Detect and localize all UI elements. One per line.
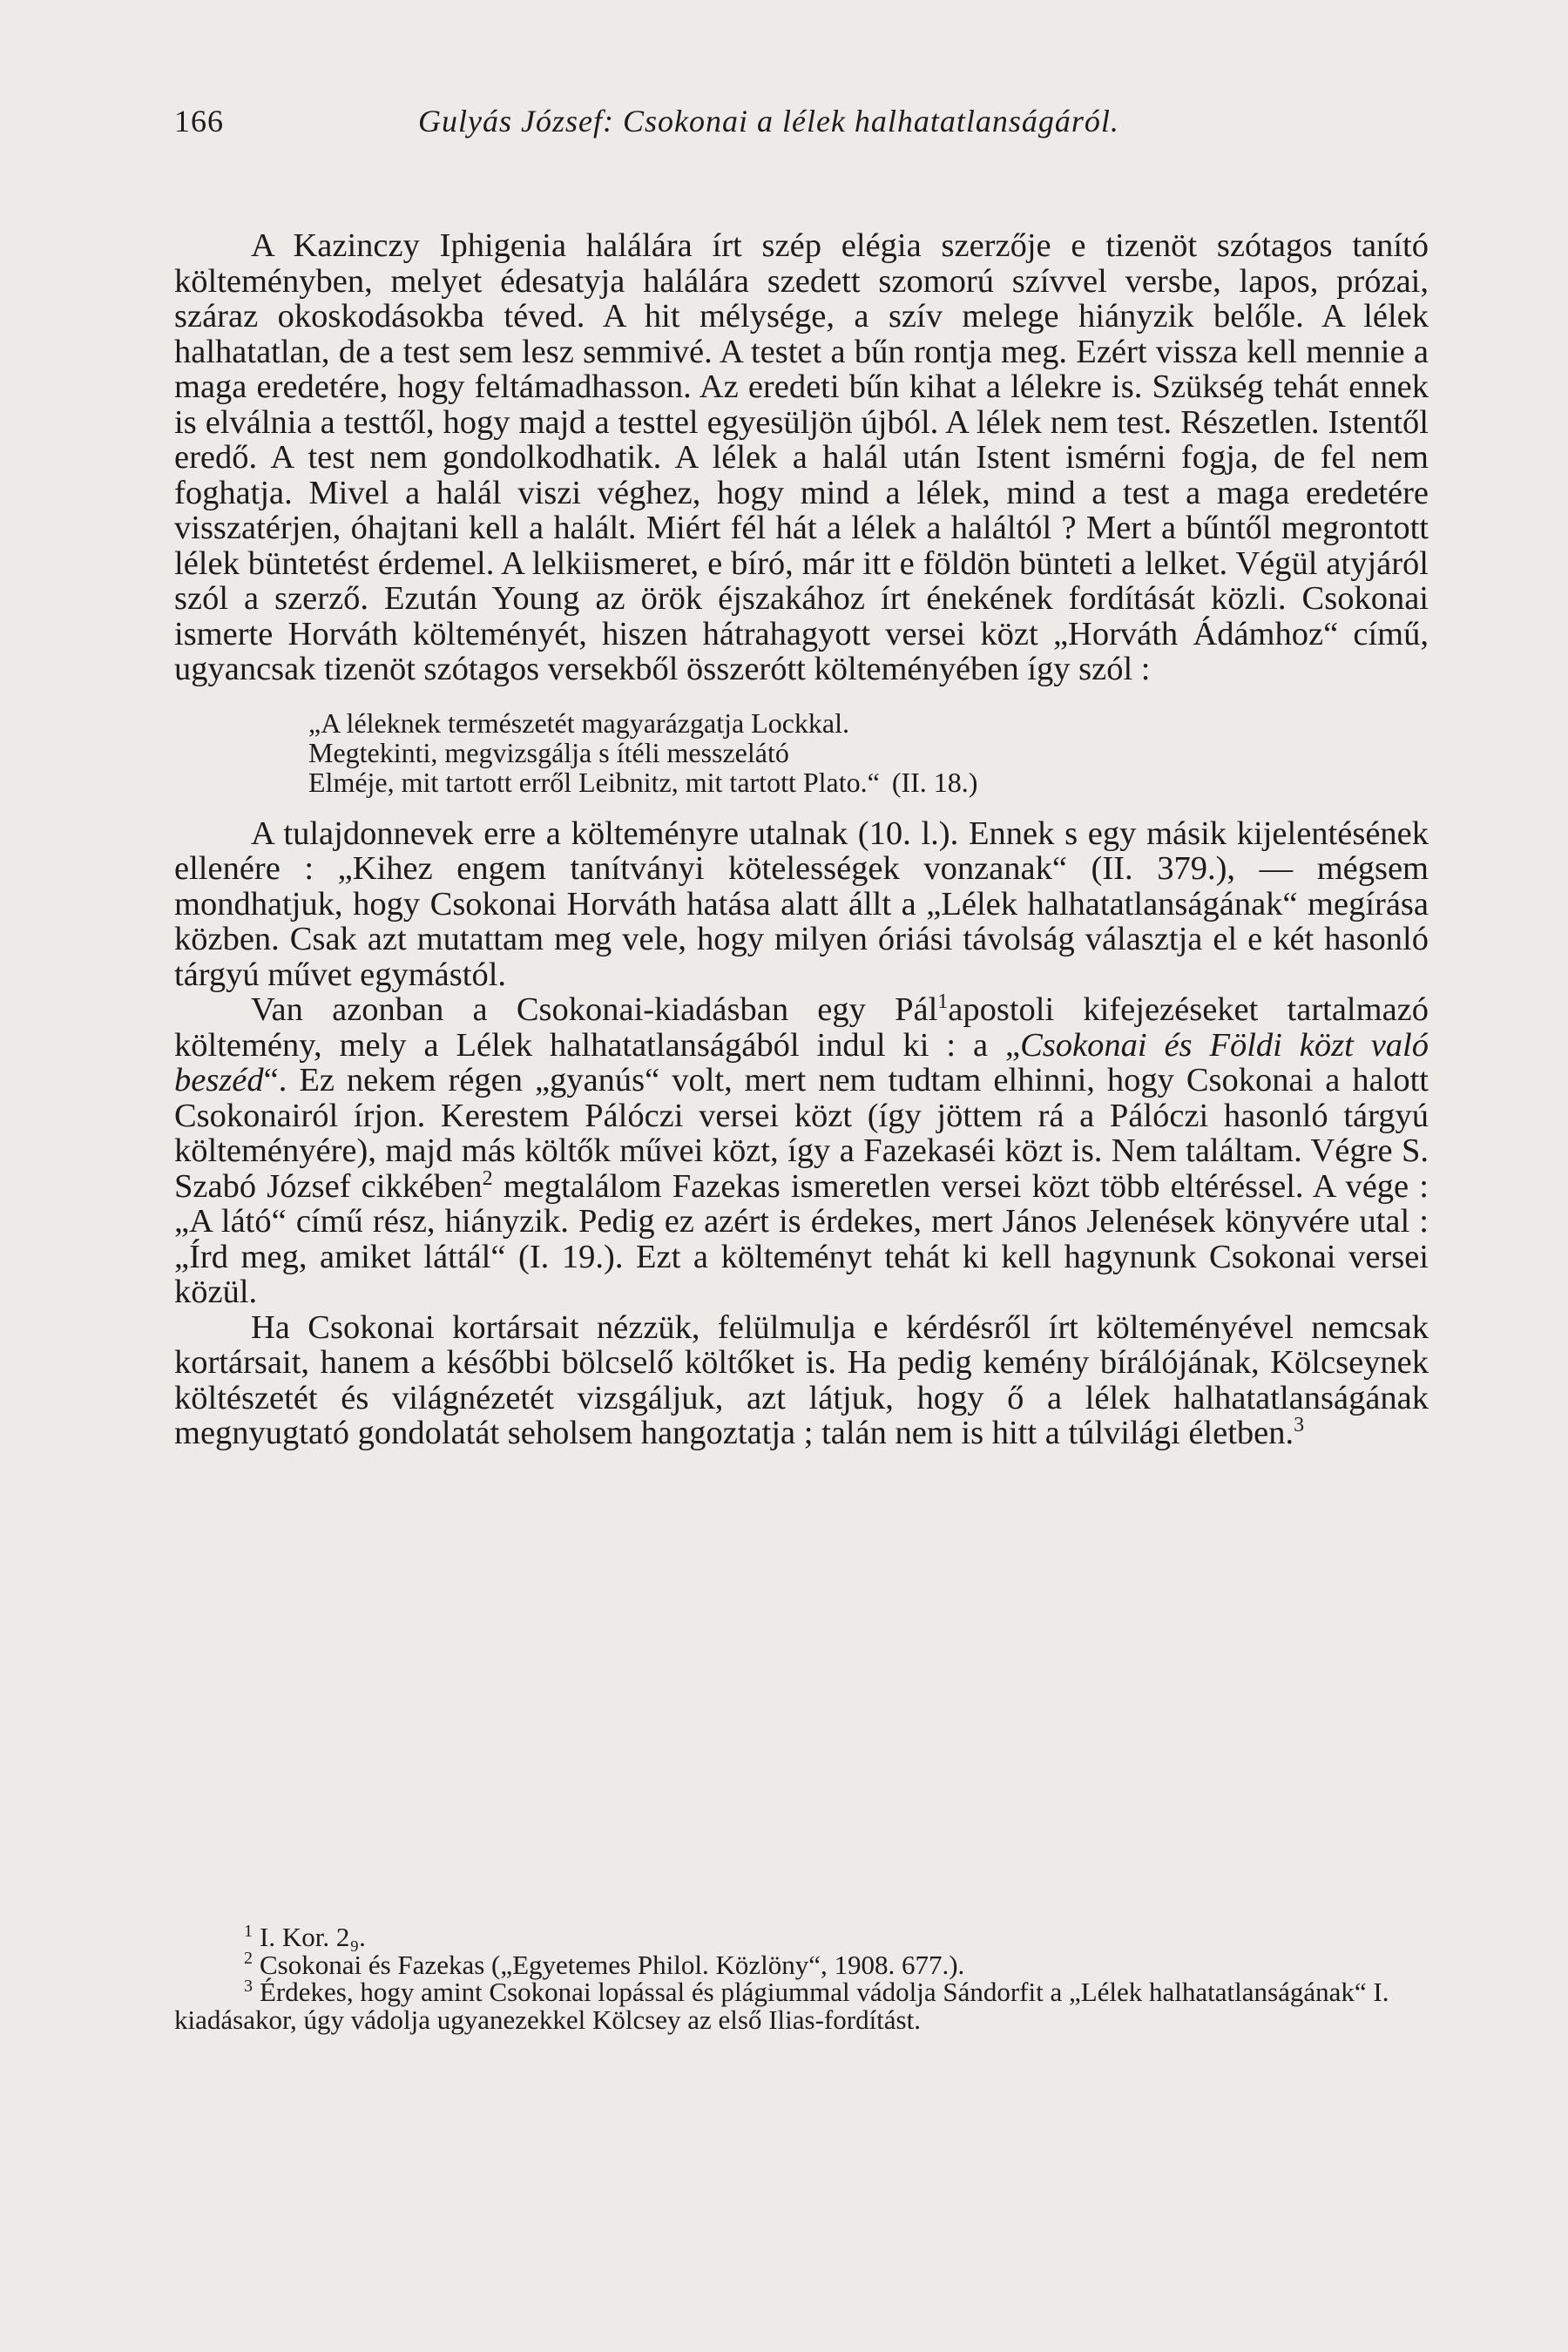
paragraph-1: A Kazinczy Iphigenia halálára írt szép elégia szerzője e tizenöt szótagos tanító költeményben, melyet édesatyja halálára szedett szomorú szívvel versbe, lapos, prózai, száraz okoskodásokba téved. A hit mélysége, a szív melege hiányzik belőle. A lélek halhatatlan, de a test sem lesz semmivé. A testet a bűn rontja meg. Ezért vissza kell mennie a maga eredetére, hogy feltámadhasson. Az eredeti bűn kihat a lélekre is. Szükség tehát ennek is elválnia a testtől, hogy majd a testtel egyesüljön újból. A lélek nem test. Részetlen. Istentől eredő. A test nem gondolkodhatik. A lélek a halál után Istent ismérni fogja, de fel nem foghatja. Mivel a halál viszi véghez, hogy mind a lélek, mind a test a maga eredetére visszatérjen, óhajtani kell a halált. Miért fél hát a lélek a haláltól ? Mert a bűntől megrontott lélek büntetést érdemel. A lelkiismeret, e bíró, már itt e földön bünteti a lelket. Végül atyjáról szól a szerző. Ezután Young az örök éjszakához írt énekének fordítását közli. Csokonai ismerte Horváth költeményét, hiszen hátrahagyott versei közt „Horváth Ádámhoz“ című, ugyancsak tizenöt szótagos versekből összerótt költeményében így szól : xyxy=(174,227,1429,687)
footnote-ref-2: 2 xyxy=(482,1166,493,1190)
body-text xyxy=(174,228,1429,1451)
verse-quote xyxy=(308,708,1429,797)
paragraph-3 xyxy=(174,992,1429,1310)
running-head: Gulyás József: Csokonai a lélek halhatatlanságáról. xyxy=(418,104,1119,139)
poem-title: Csokonai és Földi közt való beszéd xyxy=(174,1026,1429,1098)
footnote-ref-1: 1 xyxy=(937,990,949,1014)
footnote-1 xyxy=(174,1923,1429,1951)
quote-line-3 xyxy=(308,767,1429,797)
paragraph-4-text: Ha Csokonai kortársait nézzük, felülmulja e kérdésről írt költeményével nemcsak kortársait, hanem a későbbi bölcselő költőket is. Ha pedig kemény bírálójának, Kölcseynek költészetét és világnézetét vizsgáljuk, azt látjuk, hogy ő a lélek halhatatlanságának megnyugtató gondolatát seholsem hangoztatja ; talán nem is hitt a túlvilági életben. xyxy=(174,1308,1429,1451)
paragraph-3-part-3: “. Ez nekem régen „gyanús“ volt, mert nem tudtam elhinni, hogy Csokonai a halott Csokonairól írjon. Kerestem Pálóczi versei közt (így jöttem rá a Pálóczi hasonló tárgyú költeményére), majd más költők művei közt, így a Fazekaséi közt is. Nem találtam. Végre S. Szabó József cikkében xyxy=(174,1062,1429,1205)
paragraph-3-part-4: megtalálom Fazekas ismeretlen versei közt több eltéréssel. A vége : „A látó“ című rész, hiányzik. Pedig ez azért is érdekes, mert János Jelenések könyvére utal : „Írd meg, amiket láttál“ (I. 19.). Ezt a költeményt tehát ki kell hagynunk Csokonai versei közül. xyxy=(174,1167,1429,1310)
footnote-text: Érdekes, hogy amint Csokonai lopással és plágiummal vádolja Sándorfit a „Lélek halhatatlanságának“ I. kiadásakor, úgy vádolja ugyanezekkel Kölcsey az első Ilias-fordítást. xyxy=(174,1977,1389,2035)
paragraph-2: A tulajdonnevek erre a költeményre utalnak (10. l.). Ennek s egy másik kijelentésének ellenére : „Kihez engem tanítványi kötelességek vonzanak“ (II. 379.), — mégsem mondhatjuk, hogy Csokonai Horváth hatása alatt állt a „Lélek halhatatlanságának“ megírása közben. Csak azt mutattam meg vele, hogy milyen óriási távolság választja el e két hasonló tárgyú művet egymástól. xyxy=(174,814,1429,993)
paragraph-4 xyxy=(174,1310,1429,1451)
quote-line-3-text: Elméje, mit tartott erről Leibnitz, mit tartott Plato.“ xyxy=(308,766,880,798)
footnote-text: I. Kor. 2₉. xyxy=(260,1922,366,1952)
footnote-ref-3: 3 xyxy=(1294,1414,1305,1437)
page-number: 166 xyxy=(174,104,224,139)
footnote-2 xyxy=(174,1951,1429,1979)
paragraph-3-part-2: apostoli kifejezéseket tartalmazó költemény, mely a Lélek halhatatlanságából indul ki : a „ xyxy=(174,991,1429,1064)
footnote-number: 2 xyxy=(244,1949,253,1969)
paragraph-3-part-1: Van azonban a Csokonai-kiadásban egy Pál xyxy=(251,991,938,1028)
footnote-number: 1 xyxy=(244,1921,253,1941)
footnote-3 xyxy=(174,1978,1429,2033)
quote-reference: (II. 18.) xyxy=(891,766,978,798)
footnotes xyxy=(174,1923,1429,2033)
footnote-number: 3 xyxy=(244,1976,253,1996)
quote-line-1: „A léleknek természetét magyarázgatja Lockkal. xyxy=(308,706,850,739)
page-header xyxy=(174,103,1429,146)
footnote-text: Csokonai és Fazekas („Egyetemes Philol. Közlöny“, 1908. 677.). xyxy=(260,1949,965,1980)
quote-line-2: Megtekinti, megvizsgálja s ítéli messzelátó xyxy=(308,736,789,768)
